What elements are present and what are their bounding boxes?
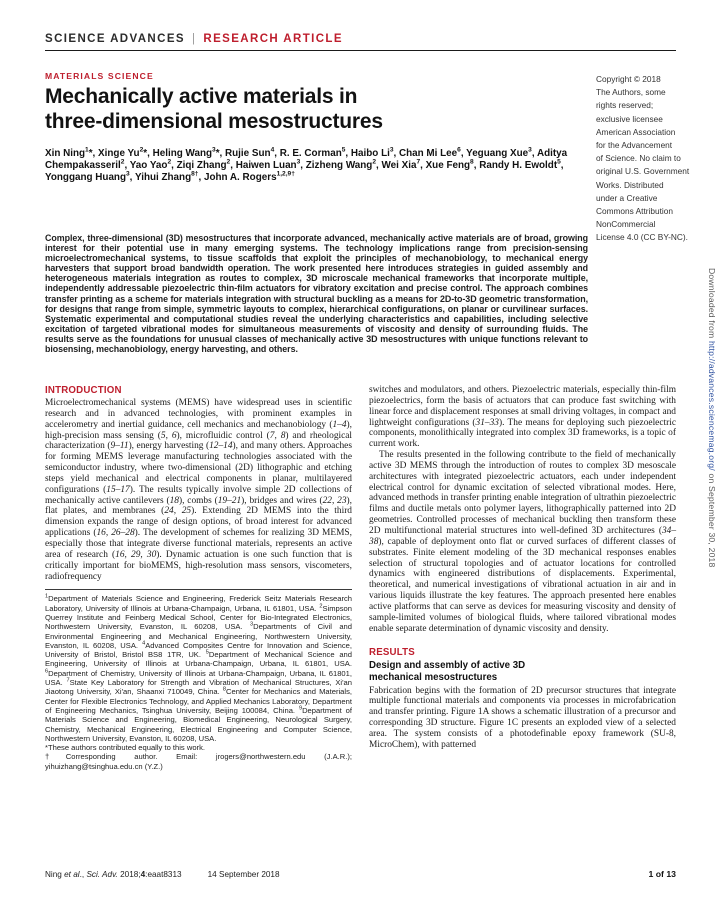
introduction-heading: INTRODUCTION	[45, 385, 122, 396]
masthead-separator: |	[191, 33, 197, 45]
results-section	[369, 647, 676, 750]
footer-date: 14 September 2018	[207, 870, 280, 879]
authors-line: Xin Ning$^1$*, Xinge Yu$^2$*, Heling Wang$^3$*, Rujie Sun$^4$, R. E. Corman$^5$, Haibo Li$^3$, Chan Mi Lee$^6$, Yeguang Xue$^3$, Aditya Chempakasseril$^2$, Yao Yao$^2$, Ziqi Zhang$^2$, Haiwen Luan$^3$, Zizheng Wang$^2$, Wei Xia$^7$, Xue Feng$^8$, Randy H. Ewoldt$^5$, Yonggang Huang$^3$, Yihui Zhang$^{8\dagger}$, John A. Rogers$^{1,2,9\dagger}$	[45, 146, 568, 184]
body-paragraph-switches: switches and modulators, and others. Piezoelectric materials, especially thin-film piezoelectrics, form the basis of actuators that can produce fast switching with linear force and displacement responses at small driving voltages, in compact and lightweight configurations (31–33). The means for deploying such piezoelectric components, monolithically integrated into complex 3D frameworks, is a topic of current work.	[369, 385, 676, 450]
masthead-text	[45, 33, 676, 45]
download-banner-prefix: Downloaded from	[707, 268, 717, 341]
download-banner-suffix: on September 30, 2018	[707, 470, 717, 568]
journal-masthead	[45, 33, 676, 51]
page-title: Mechanically active materials in three-dimensional mesostructures	[45, 85, 383, 133]
page-footer	[45, 869, 676, 879]
copyright-notice: Copyright © 2018 The Authors, some rights reserved; exclusive licensee American Association for the Advancement of Science. No claim to original U.S. Government Works. Distributed under a Creative Commons Attribution NonCommercial License 4.0 (CC BY-NC).	[596, 74, 690, 243]
results-heading: RESULTS	[369, 647, 415, 659]
journal-name: SCIENCE ADVANCES	[45, 33, 185, 45]
left-column	[45, 385, 352, 771]
article-type-label: RESEARCH ARTICLE	[203, 33, 343, 45]
corresponding-author-note: †Corresponding author. Email: jrogers@northwestern.edu (J.A.R.); yihuizhang@tsinghua.edu.cn (Y.Z.)	[45, 752, 352, 771]
results-subheading: Design and assembly of active 3D mechanical mesostructures	[369, 660, 526, 683]
footer-page-number: 1 of 13	[648, 869, 676, 879]
body-paragraph-results-intro: The results presented in the following contribute to the field of mechanically active 3D MEMS through the introduction of routes to complex 3D mesoscale architectures with integrated piezoelectric actuators, each under independent electrical control for dynamic excitation of selected vibrational modes. Here, advanced methods in transfer printing enable integration of ultrathin piezoelectric films and ductile metals onto polymer layers, lithographically patterned into 2D geometries. Controlled processes of mechanical buckling then transform these 2D multifunctional material structures into well-defined 3D architectures (34–38), capable of deployment onto flat or curved surfaces of different classes of substrates. Finite element modeling of the 3D mechanical responses enables selection of structural topologies and of actuator locations for controlled dynamics with engineered distributions of displacements. Experimental, theoretical, and numerical investigations of vibrational actuation in air and in various liquids illustrate the key features. The approach presented here enables active platforms that can serve as devices for measuring viscosity and density of sample-limited volumes of biological fluids, where tailored vibrational modes enable separate determination of dynamic viscosity and density.	[369, 450, 676, 634]
masthead-rule	[45, 50, 676, 51]
right-column	[369, 385, 676, 771]
footer-citation: Ning et al., Sci. Adv. 2018;4:eaat8313	[45, 870, 182, 879]
affiliations-note: $^1$Department of Materials Science and Engineering, Frederick Seitz Materials Research Laboratory, University of Illinois at Urbana-Champaign, Urbana, IL 61801, USA. $^2$Simpson Querrey Institute and Feinberg Medical School, Center for Bio-Integrated Electronics, Northwestern University, Evanston, IL 60208, USA. $^3$Departments of Civil and Environmental Engineering and Mechanical Engineering, Northwestern University, Evanston, IL 60208, USA. $^4$Advanced Composites Centre for Innovation and Science, University of Bristol, Bristol BS8 1TR, UK. $^5$Department of Mechanical Science and Engineering, University of Illinois at Urbana-Champaign, Urbana, IL 61801, USA. $^6$Department of Chemistry, University of Illinois at Urbana-Champaign, Urbana, IL 61801, USA. $^7$State Key Laboratory for Strength and Vibration of Mechanical Structures, Xi'an Jiaotong University, Xi'an, Shaanxi 710049, China. $^8$Center for Mechanics and Materials, Center for Flexible Electronics Technology, and Applied Mechanics Laboratory, Department of Engineering Mechanics, Tsinghua University, Beijing 100084, China. $^9$Department of Materials Science and Engineering, Biomedical Engineering, Neurological Surgery, Chemistry, Mechanical Engineering, Electrical Engineering and Computer Science, Northwestern University, Evanston, IL 60208, USA.	[45, 593, 353, 743]
equal-contribution-note: *These authors contributed equally to this work.	[45, 743, 205, 753]
download-banner	[707, 268, 717, 568]
article-body-columns	[45, 385, 676, 771]
introduction-paragraph: Microelectromechanical systems (MEMS) have widespread uses in scientific research and in advanced technologies, with prominent examples in accelerometry and inertial guidance, cell mechanics and mechanobiology (1–4), high-precision mass sensing (5, 6), microfluidic control (7, 8) and rheological characterization (9–11), energy harvesting (12–14), and many others. Approaches for forming MEMS leverage manufacturing technologies associated with the semiconductor industry, where two-dimensional (2D) lithographic and etching steps yield mechanical and electrical components in planar, multilayered configurations (15–17). The results typically involve simple 2D collections of mechanically active cantilevers (18), combs (19–21), bridges and wires (22, 23), flat plates, and membranes (24, 25). Extending 2D MEMS into the third dimension expands the range of design options, of broad interest for advanced applications (16, 26–28). The development of schemes for realizing 3D MEMS, especially those that integrate diverse functional materials, represents an active area of research (16, 29, 30). Dynamic actuation is one such function that is critically important for bioMEMS, high-resolution mass sensors, viscometers, radiofrequency	[45, 398, 353, 582]
download-url-link[interactable]: http://advances.sciencemag.org/	[707, 340, 717, 471]
subject-section-label: MATERIALS SCIENCE	[45, 71, 154, 81]
body-paragraph-fabrication: Fabrication begins with the formation of 2D precursor structures that integrate multiple functional materials and components via processes in microfabrication and transfer printing. Figure 1A shows a schematic illustration of a precursor and corresponding 3D structure. Figure 1C presents an exploded view of a selected area. The system consists of a photodefinable epoxy framework (SU-8, MicroChem), with patterned	[369, 685, 676, 750]
footnotes-block	[45, 589, 352, 771]
abstract-text: Complex, three-dimensional (3D) mesostructures that incorporate advanced, mechanically active materials are of broad, growing interest for their potential use in many emerging systems. The technology implications range from precision-sensing microelectromechanical systems, to tissue scaffolds that exploit the principles of mechanobiology, to mechanical energy harvesters that support broad bandwidth operation. The work presented here introduces strategies in guided assembly and heterogeneous materials integration as routes to complex, 3D microscale mechanical frameworks that incorporate multiple, independently addressable piezoelectric thin-film actuators for vibratory excitation and precise control. The approach combines transfer printing as a scheme for materials integration with structural buckling as a means for 2D-to-3D geometric transformation, for designs that range from simple, symmetric layouts to complex, hierarchical configurations, on planar or curvilinear surfaces. Systematic experimental and computational studies reveal the underlying characteristics and capabilities, including selective excitation of targeted vibrational modes for simultaneous measurements of viscosity and density of surrounding fluids. The results serve as the foundations for unusual classes of mechanically active 3D mesostructures with unique functions relevant to biosensing, mechanobiology, energy harvesting, and others.	[45, 233, 588, 355]
